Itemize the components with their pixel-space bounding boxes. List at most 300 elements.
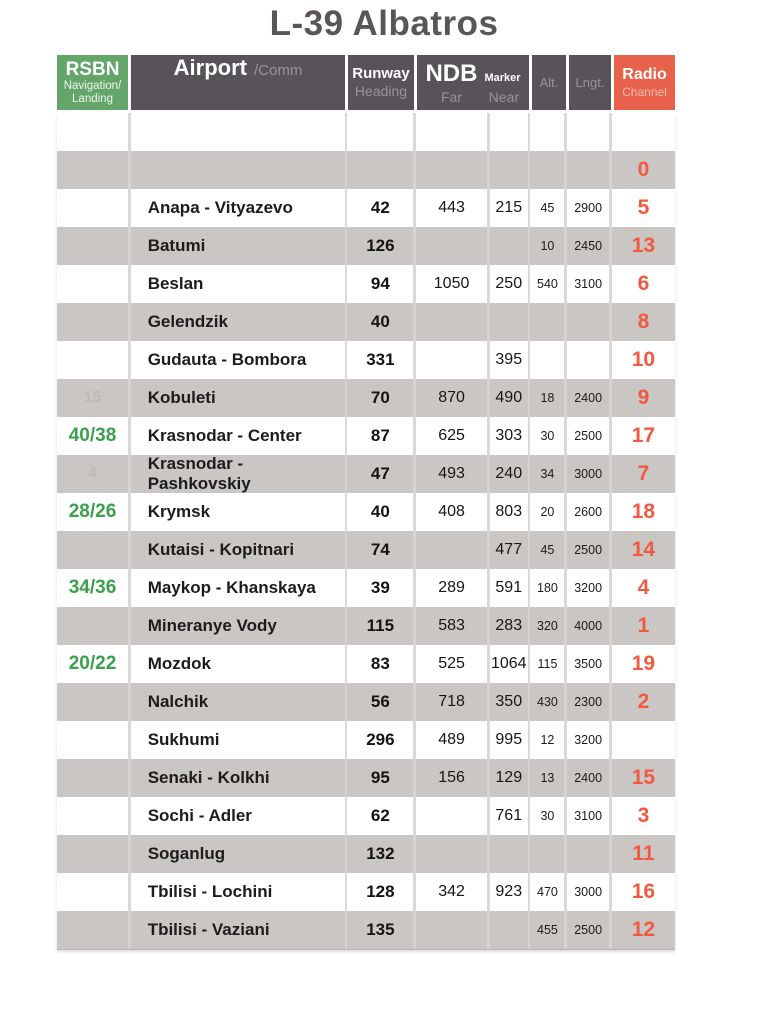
- cell-runway: [347, 151, 413, 189]
- cell-far: [416, 569, 487, 607]
- airport-name: Batumi: [147, 236, 206, 255]
- runway-heading-value: 128: [366, 882, 395, 901]
- cell-rsbn: [57, 379, 128, 417]
- cell-radio: [612, 645, 675, 683]
- header-airport: [131, 55, 345, 110]
- runway-length-value: 2300: [574, 695, 603, 709]
- altitude-value: 430: [537, 695, 558, 709]
- cell-rsbn: [57, 645, 128, 683]
- cell-rsbn: [57, 265, 128, 303]
- altitude-value: 455: [537, 923, 558, 937]
- cell-near: [490, 303, 528, 341]
- cell-rsbn: [57, 113, 128, 151]
- cell-lngt: [567, 759, 609, 797]
- altitude-value: 45: [540, 201, 555, 215]
- runway-heading-value: 94: [370, 274, 390, 293]
- cell-lngt: [567, 151, 609, 189]
- radio-channel-value: 7: [637, 462, 650, 485]
- airport-name: Mineranye Vody: [147, 616, 277, 635]
- airport-name: Krasnodar - Pashkovskiy: [147, 454, 251, 493]
- cell-far: [416, 303, 487, 341]
- table-row: [57, 607, 675, 645]
- ndb-near-value: 995: [495, 731, 523, 748]
- cell-near: [490, 607, 528, 645]
- cell-near: [490, 341, 528, 379]
- cell-far: [416, 607, 487, 645]
- rsbn-erased-ghost-value: 4: [88, 465, 97, 482]
- cell-alt: [530, 797, 564, 835]
- table-row: [57, 189, 675, 227]
- header-rsbn: [57, 55, 128, 110]
- cell-runway: [347, 835, 413, 873]
- runway-length-value: 3000: [574, 467, 603, 481]
- ndb-far-value: 870: [438, 389, 465, 406]
- runway-heading-value: 70: [370, 388, 390, 407]
- rsbn-channels-value: 34/36: [68, 577, 117, 598]
- ndb-near-value: 761: [495, 807, 523, 824]
- cell-far: [416, 835, 487, 873]
- ndb-near-value: 477: [495, 541, 523, 558]
- radio-channel-value: 13: [631, 234, 656, 257]
- radio-channel-value: 10: [631, 348, 656, 371]
- radio-channel-value: 2: [637, 690, 650, 713]
- cell-airport: [131, 531, 345, 569]
- cell-far: [416, 113, 487, 151]
- table-row: [57, 151, 675, 189]
- cell-near: [490, 113, 528, 151]
- ndb-far-value: 583: [438, 617, 465, 634]
- runway-heading-value: 40: [370, 312, 390, 331]
- airport-name: Tbilisi - Vaziani: [147, 920, 270, 939]
- cell-airport: [131, 721, 345, 759]
- radio-channel-value: 15: [631, 766, 656, 789]
- ndb-near-value: 395: [495, 351, 523, 368]
- airport-name: Nalchik: [147, 692, 209, 711]
- table-row: [57, 797, 675, 835]
- cell-near: [490, 759, 528, 797]
- cell-airport: [131, 189, 345, 227]
- airport-name: Anapa - Vityazevo: [147, 198, 293, 217]
- cell-radio: [612, 607, 675, 645]
- header-rsbn-sub2: Landing: [72, 93, 113, 106]
- cell-lngt: [567, 607, 609, 645]
- runway-heading-value: 39: [370, 578, 390, 597]
- cell-rsbn: [57, 569, 128, 607]
- table-row: [57, 379, 675, 417]
- cell-alt: [530, 759, 564, 797]
- header-alt-label: Alt.: [539, 75, 559, 90]
- cell-far: [416, 341, 487, 379]
- header-runway: [348, 55, 414, 110]
- ndb-near-value: 129: [495, 769, 523, 786]
- cell-runway: [347, 797, 413, 835]
- cell-radio: [612, 189, 675, 227]
- cell-near: [490, 531, 528, 569]
- ndb-far-value: 489: [438, 731, 465, 748]
- cell-lngt: [567, 341, 609, 379]
- runway-heading-value: 83: [370, 654, 390, 673]
- airport-name: Krymsk: [147, 502, 211, 521]
- cell-alt: [530, 189, 564, 227]
- cell-rsbn: [57, 759, 128, 797]
- cell-runway: [347, 303, 413, 341]
- ndb-far-value: 408: [438, 503, 465, 520]
- ndb-far-value: 525: [438, 655, 465, 672]
- airport-name: Soganlug: [147, 844, 226, 863]
- ndb-near-value: 803: [495, 503, 523, 520]
- cell-lngt: [567, 531, 609, 569]
- runway-heading-value: 135: [366, 920, 395, 939]
- header-lngt-label: Lngt.: [575, 75, 605, 90]
- cell-lngt: [567, 683, 609, 721]
- cell-far: [416, 455, 487, 493]
- cell-rsbn: [57, 835, 128, 873]
- airport-name: Beslan: [147, 274, 204, 293]
- cell-runway: [347, 569, 413, 607]
- cell-near: [490, 873, 528, 911]
- table-row: [57, 113, 675, 151]
- table-row: [57, 455, 675, 493]
- ndb-far-value: 342: [438, 883, 465, 900]
- cell-near: [490, 835, 528, 873]
- cell-far: [416, 873, 487, 911]
- cell-airport: [131, 683, 345, 721]
- cell-radio: [612, 379, 675, 417]
- radio-channel-value: 1: [637, 614, 650, 637]
- runway-heading-value: 47: [370, 464, 390, 483]
- cell-runway: [347, 227, 413, 265]
- cell-rsbn: [57, 303, 128, 341]
- table-body: [57, 113, 675, 950]
- cell-near: [490, 455, 528, 493]
- cell-radio: [612, 455, 675, 493]
- runway-length-value: 3100: [574, 277, 603, 291]
- cell-alt: [530, 569, 564, 607]
- ndb-near-value: 591: [495, 579, 523, 596]
- runway-length-value: 3200: [574, 581, 603, 595]
- cell-radio: [612, 531, 675, 569]
- cell-alt: [530, 873, 564, 911]
- cell-runway: [347, 873, 413, 911]
- cell-lngt: [567, 417, 609, 455]
- table-row: [57, 227, 675, 265]
- radio-channel-value: 4: [637, 576, 650, 599]
- runway-heading-value: 87: [370, 426, 390, 445]
- cell-near: [490, 189, 528, 227]
- radio-channel-value: 9: [637, 386, 650, 409]
- cell-radio: [612, 265, 675, 303]
- header-ndb: [417, 55, 529, 110]
- cell-runway: [347, 341, 413, 379]
- header-alt: [532, 55, 566, 110]
- airport-name: Gelendzik: [147, 312, 228, 331]
- header-ndb-title: NDB: [425, 60, 478, 87]
- cell-lngt: [567, 113, 609, 151]
- cell-lngt: [567, 379, 609, 417]
- cell-lngt: [567, 455, 609, 493]
- runway-length-value: 3100: [574, 809, 603, 823]
- cell-far: [416, 683, 487, 721]
- cell-airport: [131, 113, 345, 151]
- cell-far: [416, 911, 487, 949]
- cell-far: [416, 759, 487, 797]
- cell-runway: [347, 455, 413, 493]
- table-row: [57, 493, 675, 531]
- cell-far: [416, 379, 487, 417]
- airport-name: Tbilisi - Lochini: [147, 882, 273, 901]
- altitude-value: 320: [537, 619, 558, 633]
- header-airport-sub: /Comm: [253, 62, 303, 79]
- cell-near: [490, 645, 528, 683]
- airport-name: Kutaisi - Kopitnari: [147, 540, 295, 559]
- cell-airport: [131, 303, 345, 341]
- cell-near: [490, 797, 528, 835]
- cell-near: [490, 151, 528, 189]
- ndb-near-value: 240: [495, 465, 523, 482]
- ndb-far-value: 289: [438, 579, 465, 596]
- cell-far: [416, 265, 487, 303]
- cell-radio: [612, 759, 675, 797]
- cell-airport: [131, 265, 345, 303]
- cell-lngt: [567, 493, 609, 531]
- cell-airport: [131, 341, 345, 379]
- cell-alt: [530, 227, 564, 265]
- header-lngt: [569, 55, 611, 110]
- cell-airport: [131, 227, 345, 265]
- cell-rsbn: [57, 873, 128, 911]
- cell-alt: [530, 303, 564, 341]
- cell-airport: [131, 759, 345, 797]
- cell-runway: [347, 113, 413, 151]
- cell-airport: [131, 417, 345, 455]
- cell-airport: [131, 911, 345, 949]
- cell-runway: [347, 683, 413, 721]
- cell-radio: [612, 797, 675, 835]
- cell-far: [416, 189, 487, 227]
- cell-runway: [347, 493, 413, 531]
- radio-channel-value: 11: [632, 842, 655, 865]
- runway-length-value: 4000: [574, 619, 603, 633]
- ndb-near-value: 250: [495, 275, 523, 292]
- cell-radio: [612, 835, 675, 873]
- cell-airport: [131, 797, 345, 835]
- runway-length-value: 2500: [574, 923, 603, 937]
- radio-channel-value: 17: [631, 424, 656, 447]
- cell-radio: [612, 227, 675, 265]
- cell-radio: [612, 151, 675, 189]
- ndb-near-value: 1064: [490, 655, 527, 672]
- cell-rsbn: [57, 607, 128, 645]
- table-row: [57, 303, 675, 341]
- altitude-value: 20: [540, 505, 555, 519]
- runway-heading-value: 42: [370, 198, 390, 217]
- cell-lngt: [567, 797, 609, 835]
- cell-far: [416, 493, 487, 531]
- altitude-value: 540: [537, 277, 558, 291]
- ndb-near-value: 490: [495, 389, 523, 406]
- airport-name: Mozdok: [147, 654, 211, 673]
- runway-length-value: 3500: [574, 657, 603, 671]
- cell-near: [490, 227, 528, 265]
- altitude-value: 180: [537, 581, 558, 595]
- runway-heading-value: 296: [366, 730, 395, 749]
- cell-airport: [131, 645, 345, 683]
- header-airport-title: Airport: [173, 55, 247, 80]
- cell-airport: [131, 493, 345, 531]
- radio-channel-value: 5: [637, 196, 650, 219]
- runway-heading-value: 56: [370, 692, 390, 711]
- runway-length-value: 2400: [574, 391, 603, 405]
- runway-length-value: 2500: [574, 429, 603, 443]
- cell-rsbn: [57, 189, 128, 227]
- runway-heading-value: 40: [370, 502, 390, 521]
- radio-channel-value: 14: [631, 538, 656, 561]
- cell-far: [416, 227, 487, 265]
- cell-radio: [612, 911, 675, 949]
- table-row: [57, 873, 675, 911]
- cell-runway: [347, 189, 413, 227]
- altitude-value: 12: [540, 733, 555, 747]
- runway-heading-value: 331: [366, 350, 395, 369]
- runway-length-value: 3000: [574, 885, 603, 899]
- table-row: [57, 531, 675, 569]
- cell-airport: [131, 455, 345, 493]
- cell-near: [490, 265, 528, 303]
- altitude-value: 45: [540, 543, 555, 557]
- cell-alt: [530, 113, 564, 151]
- cell-runway: [347, 911, 413, 949]
- rsbn-erased-ghost-value: 15: [83, 389, 102, 406]
- cell-alt: [530, 683, 564, 721]
- airport-name: Senaki - Kolkhi: [147, 768, 270, 787]
- radio-channel-value: 16: [631, 880, 656, 903]
- cell-runway: [347, 721, 413, 759]
- cell-alt: [530, 341, 564, 379]
- cell-lngt: [567, 569, 609, 607]
- cell-radio: [612, 873, 675, 911]
- cell-runway: [347, 607, 413, 645]
- runway-length-value: 2450: [574, 239, 603, 253]
- cell-lngt: [567, 303, 609, 341]
- runway-heading-value: 74: [370, 540, 390, 559]
- table-row: [57, 265, 675, 303]
- cell-rsbn: [57, 531, 128, 569]
- cell-far: [416, 797, 487, 835]
- cell-lngt: [567, 721, 609, 759]
- cell-rsbn: [57, 797, 128, 835]
- radio-channel-value: 12: [631, 918, 656, 941]
- radio-channel-value: 8: [637, 310, 650, 333]
- cell-near: [490, 417, 528, 455]
- airport-name: Sochi - Adler: [147, 806, 252, 825]
- runway-heading-value: 95: [370, 768, 390, 787]
- rsbn-channels-value: 40/38: [68, 425, 117, 446]
- header-radio: [614, 55, 675, 110]
- runway-heading-value: 115: [366, 616, 395, 635]
- table-row: [57, 645, 675, 683]
- runway-length-value: 2500: [574, 543, 603, 557]
- cell-alt: [530, 265, 564, 303]
- airport-name: Sukhumi: [147, 730, 220, 749]
- table-row: [57, 721, 675, 759]
- airport-name: Gudauta - Bombora: [147, 350, 307, 369]
- cell-rsbn: [57, 417, 128, 455]
- ndb-near-value: 350: [495, 693, 523, 710]
- altitude-value: 30: [540, 809, 555, 823]
- ndb-far-value: 625: [438, 427, 465, 444]
- ndb-far-value: 443: [438, 199, 465, 216]
- cell-far: [416, 645, 487, 683]
- cell-radio: [612, 721, 675, 759]
- table-row: [57, 835, 675, 873]
- altitude-value: 470: [537, 885, 558, 899]
- cell-alt: [530, 417, 564, 455]
- cell-rsbn: [57, 341, 128, 379]
- cell-alt: [530, 721, 564, 759]
- altitude-value: 115: [537, 657, 558, 671]
- cell-airport: [131, 835, 345, 873]
- cell-alt: [530, 835, 564, 873]
- cell-far: [416, 531, 487, 569]
- cell-far: [416, 721, 487, 759]
- cell-near: [490, 911, 528, 949]
- cell-lngt: [567, 911, 609, 949]
- table-row: [57, 759, 675, 797]
- ndb-near-value: 215: [495, 199, 523, 216]
- header-runway-title: Runway: [352, 65, 410, 83]
- radio-channel-value: 3: [637, 804, 650, 827]
- header-radio-sub: Channel: [622, 85, 667, 99]
- cell-alt: [530, 379, 564, 417]
- table-row: [57, 417, 675, 455]
- header-runway-sub: Heading: [354, 83, 408, 100]
- header-ndb-near: Near: [488, 89, 519, 105]
- altitude-value: 30: [540, 429, 555, 443]
- runway-heading-value: 62: [370, 806, 390, 825]
- ndb-far-value: 493: [438, 465, 465, 482]
- ndb-far-value: 156: [438, 769, 465, 786]
- cell-runway: [347, 417, 413, 455]
- cell-runway: [347, 531, 413, 569]
- cell-near: [490, 379, 528, 417]
- cell-airport: [131, 873, 345, 911]
- cell-alt: [530, 151, 564, 189]
- ndb-near-value: 303: [495, 427, 523, 444]
- altitude-value: 18: [540, 391, 555, 405]
- cell-lngt: [567, 265, 609, 303]
- cell-rsbn: [57, 911, 128, 949]
- cell-rsbn: [57, 493, 128, 531]
- cell-airport: [131, 569, 345, 607]
- cell-radio: [612, 417, 675, 455]
- airport-name: Krasnodar - Center: [147, 426, 302, 445]
- cell-alt: [530, 531, 564, 569]
- cell-radio: [612, 569, 675, 607]
- ndb-near-value: 283: [495, 617, 523, 634]
- cell-alt: [530, 455, 564, 493]
- airport-name: Kobuleti: [147, 388, 216, 407]
- cell-airport: [131, 379, 345, 417]
- cell-near: [490, 683, 528, 721]
- cell-airport: [131, 151, 345, 189]
- cell-alt: [530, 911, 564, 949]
- radio-channel-value: 19: [631, 652, 656, 675]
- cell-near: [490, 721, 528, 759]
- header-ndb-marker: Marker: [484, 72, 521, 84]
- cell-radio: [612, 493, 675, 531]
- cell-radio: [612, 113, 675, 151]
- runway-length-value: 2900: [574, 201, 603, 215]
